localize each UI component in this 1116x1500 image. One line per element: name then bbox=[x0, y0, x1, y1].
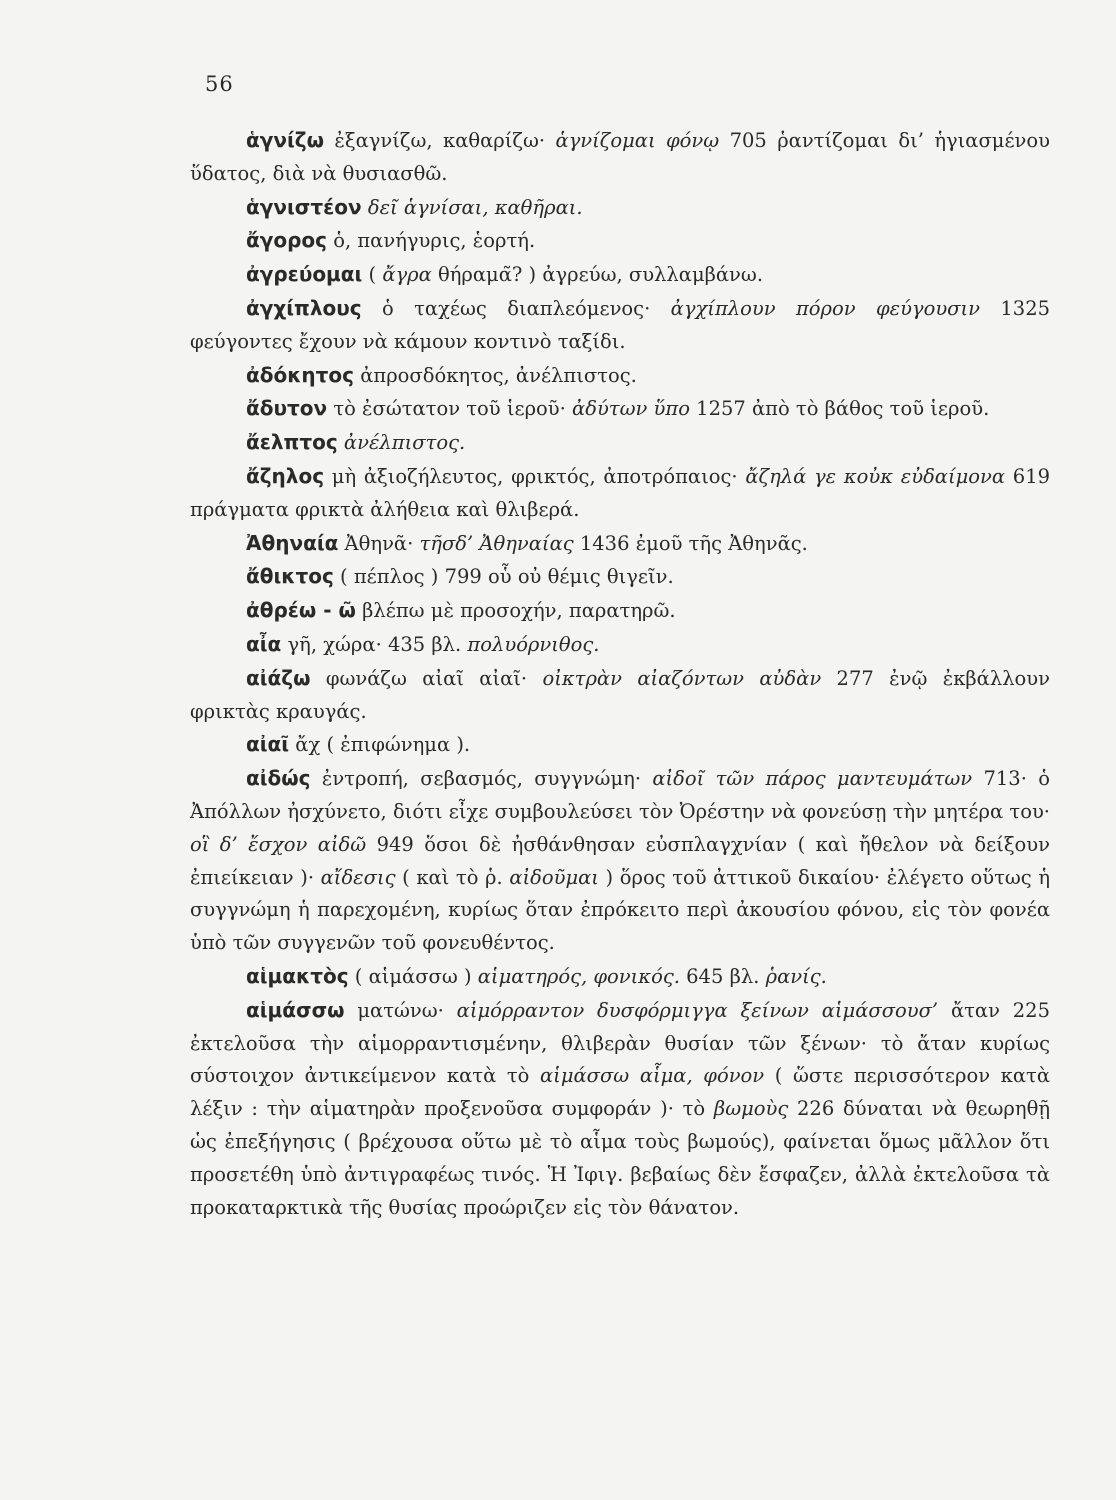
entry-definition: 713· ὁ Ἀπόλλων ἠσχύνετο, διότι εἶχε συμβουλεύσει τὸν Ὀρέστην νὰ φονεύσῃ τὴν μητέρα του· bbox=[190, 767, 1050, 823]
glossary-entry bbox=[190, 124, 1050, 191]
entry-lemma: ἄελπτος bbox=[246, 430, 338, 455]
glossary-entry bbox=[190, 359, 1050, 393]
glossary-entry bbox=[190, 191, 1050, 225]
entry-quotation: ἀνέλπιστος. bbox=[343, 431, 466, 455]
entry-lemma: ἁγνίζω bbox=[246, 128, 324, 152]
entry-quotation: πολυόρνιθος. bbox=[467, 632, 600, 656]
entry-quotation: οἰκτρὰν αἰαζόντων αὐδὰν bbox=[542, 666, 822, 690]
entry-lemma: αἱμακτὸς bbox=[246, 963, 349, 988]
entry-definition: ἐντροπή, σεβασμός, συγγνώμη· bbox=[310, 767, 653, 791]
glossary-entry bbox=[190, 762, 1050, 960]
entry-lemma: αἰάζω bbox=[246, 665, 311, 690]
glossary-entry bbox=[190, 594, 1050, 628]
glossary-entry bbox=[190, 994, 1050, 1225]
entry-definition: ἐξαγνίζω, καθαρίζω· bbox=[323, 129, 556, 152]
entry-definition: 949 ὅσοι δὲ ἠσθάνθησαν εὐσπλαγχνίαν ( καὶ ἤθελον νὰ δείξουν ἐπιείκειαν )· bbox=[190, 832, 1051, 889]
glossary-entry bbox=[190, 527, 1050, 561]
entry-lemma: ἄγορος bbox=[246, 228, 328, 253]
entry-quotation: αἴδεσις bbox=[320, 865, 396, 889]
entry-lemma: ἄθικτος bbox=[246, 564, 334, 589]
glossary-entry bbox=[190, 224, 1050, 258]
entry-definition: ἄχ ( ἐπιφώνημα ). bbox=[289, 733, 471, 757]
entry-definition: 619 πράγματα φρικτὰ ἀλήθεια καὶ θλιβερά. bbox=[190, 464, 1051, 521]
entry-lemma: αἰδώς bbox=[246, 766, 311, 791]
entry-quotation: ῥανίς. bbox=[765, 964, 827, 988]
entry-quotation: βωμοὺς bbox=[713, 1097, 789, 1121]
entry-quotation: αἰδοῖ τῶν πάρος μαντευμάτων bbox=[652, 767, 973, 791]
entry-definition: 277 ἐνῷ ἐκβάλλουν φρικτὰς κραυγάς. bbox=[190, 666, 1050, 723]
entry-lemma: αἰαῖ bbox=[246, 732, 290, 757]
entry-definition: ὁ, πανήγυρις, ἑορτή. bbox=[327, 229, 536, 253]
glossary-entry bbox=[190, 460, 1050, 527]
entry-definition: ( ὥστε περισσότερον κατὰ λέξιν : τὴν αἱματηρὰν προξενοῦσα συμφοράν )· τὸ bbox=[190, 1064, 1050, 1121]
page-number: 56 bbox=[205, 72, 234, 96]
glossary-entry bbox=[190, 292, 1050, 359]
entry-definition: Ἀθηνᾶ· bbox=[338, 531, 420, 555]
entry-quotation: ἀγχίπλουν πόρον φεύγουσιν bbox=[670, 296, 980, 320]
entry-definition: 1257 ἀπὸ τὸ βάθος τοῦ ἱεροῦ. bbox=[689, 397, 990, 421]
entry-definition: φωνάζω αἰαῖ αἰαῖ· bbox=[310, 666, 543, 690]
entry-lemma: αἶα bbox=[246, 631, 282, 656]
entry-definition: ( πέπλος ) 799 οὗ οὐ θέμις θιγεῖν. bbox=[333, 565, 674, 589]
entry-definition: 645 βλ. bbox=[679, 964, 766, 988]
entry-definition: ἄταν 225 ἐκτελοῦσα τὴν αἱμορραντισμένην, θλιβερὰν θυσίαν τῶν ξένων· τὸ ἄταν κυρίως σύστοιχον ἀντικείμενον κατὰ τὸ bbox=[190, 998, 1050, 1088]
entry-definition: γῆ, χώρα· 435 βλ. bbox=[281, 632, 468, 656]
entry-quotation: τῆσδ’ Ἀθηναίας bbox=[419, 531, 574, 555]
glossary-entry bbox=[190, 628, 1050, 662]
entry-definition: ἀπροσδόκητος, ἀνέλπιστος. bbox=[354, 363, 637, 387]
entry-lemma: ἀγχίπλους bbox=[246, 295, 362, 320]
entry-definition: τὸ ἐσώτατον τοῦ ἱεροῦ· bbox=[327, 397, 573, 421]
entry-quotation: αἱμάσσω αἷμα, φόνον bbox=[540, 1064, 765, 1088]
entry-lemma: ἀθρέω - ῶ bbox=[246, 598, 356, 623]
entry-lemma: ἁγνιστέον bbox=[246, 194, 362, 219]
glossary-entry bbox=[190, 258, 1050, 292]
glossary-entry bbox=[190, 560, 1050, 594]
entry-lemma: ἀγρεύομαι bbox=[246, 262, 363, 287]
entry-definition: μὴ ἀξιοζήλευτος, φρικτός, ἀποτρόπαιος· bbox=[324, 464, 746, 488]
entry-quotation: δεῖ ἁγνίσαι, καθῆραι. bbox=[367, 195, 583, 219]
entry-lemma: Ἀθηναία bbox=[246, 530, 339, 555]
glossary-entry bbox=[190, 662, 1050, 729]
entry-lemma: ἄδυτον bbox=[246, 396, 328, 421]
entry-definition: 226 δύναται νὰ θεωρηθῇ ὡς ἐπεξήγησις ( βρέχουσα οὕτω μὲ τὸ αἷμα τοὺς βωμούς), φαίνεται ὅμως μᾶλλον ὅτι προσετέθη ὑπὸ ἀντιγραφέως τινός. Ἡ Ἰφιγ. βεβαίως δὲν ἔσφαζεν, ἀλλὰ ἐκτελοῦσα τὰ προκαταρκτικὰ τῆς θυσίας προώριζεν εἰς τὸν θάνατον. bbox=[190, 1097, 1050, 1219]
entry-lemma: ἀδόκητος bbox=[246, 362, 355, 387]
glossary-entry bbox=[190, 426, 1050, 460]
glossary-entry bbox=[190, 392, 1050, 426]
entry-quotation: αἰδοῦμαι bbox=[509, 865, 599, 889]
entry-quotation: ἄζηλά γε κοὐκ εὐδαίμονα bbox=[745, 464, 1006, 488]
entry-definition: 705 ῥαντίζομαι δι’ ἡγιασμένου ὕδατος, διὰ νὰ θυσιασθῶ. bbox=[190, 129, 1051, 185]
entry-quotation: ἀδύτων ὕπο bbox=[572, 397, 690, 421]
entry-definition: ) ὅρος τοῦ ἀττικοῦ δικαίου· ἐλέγετο οὕτως ἡ συγγνώμη ἡ παρεχομένη, κυρίως ὅταν ἐπρόκειτο περὶ ἀκουσίου φόνου, εἰς τὸν φονέα ὑπὸ τῶν συγγενῶν τοῦ φονευθέντος. bbox=[190, 865, 1051, 955]
entry-definition: ματώνω· bbox=[344, 998, 457, 1022]
glossary-body bbox=[190, 124, 1050, 1224]
entry-definition: ὁ ταχέως διαπλεόμενος· bbox=[361, 296, 671, 320]
glossary-entry bbox=[190, 728, 1050, 762]
entry-definition: 1325 φεύγοντες ἔχουν νὰ κάμουν κοντινὸ ταξίδι. bbox=[190, 296, 1051, 353]
entry-quotation: αἱματηρός, φονικός. bbox=[477, 964, 680, 988]
glossary-entry bbox=[190, 960, 1050, 994]
entry-quotation: οἳ δ’ ἔσχον αἰδῶ bbox=[190, 832, 367, 856]
entry-definition: θήραμα̃? ) ἀγρεύω, συλλαμβάνω. bbox=[431, 263, 764, 287]
entry-quotation: ἁγνίζομαι φόνῳ bbox=[555, 129, 720, 152]
entry-definition: ( καὶ τὸ ῥ. bbox=[395, 865, 510, 889]
entry-quotation: αἱμόρραντον δυσφόρμιγγα ξείνων αἱμάσσουσ’ bbox=[456, 998, 939, 1022]
entry-lemma: ἄζηλος bbox=[246, 463, 325, 488]
entry-definition: ( αἱμάσσω ) bbox=[348, 964, 478, 988]
entry-definition: βλέπω μὲ προσοχήν, παρατηρῶ. bbox=[355, 599, 676, 623]
entry-lemma: αἱμάσσω bbox=[246, 997, 345, 1022]
entry-definition: ( bbox=[362, 263, 383, 287]
entry-definition: 1436 ἐμοῦ τῆς Ἀθηνᾶς. bbox=[573, 531, 808, 555]
entry-quotation: ἄγρα bbox=[382, 263, 432, 287]
